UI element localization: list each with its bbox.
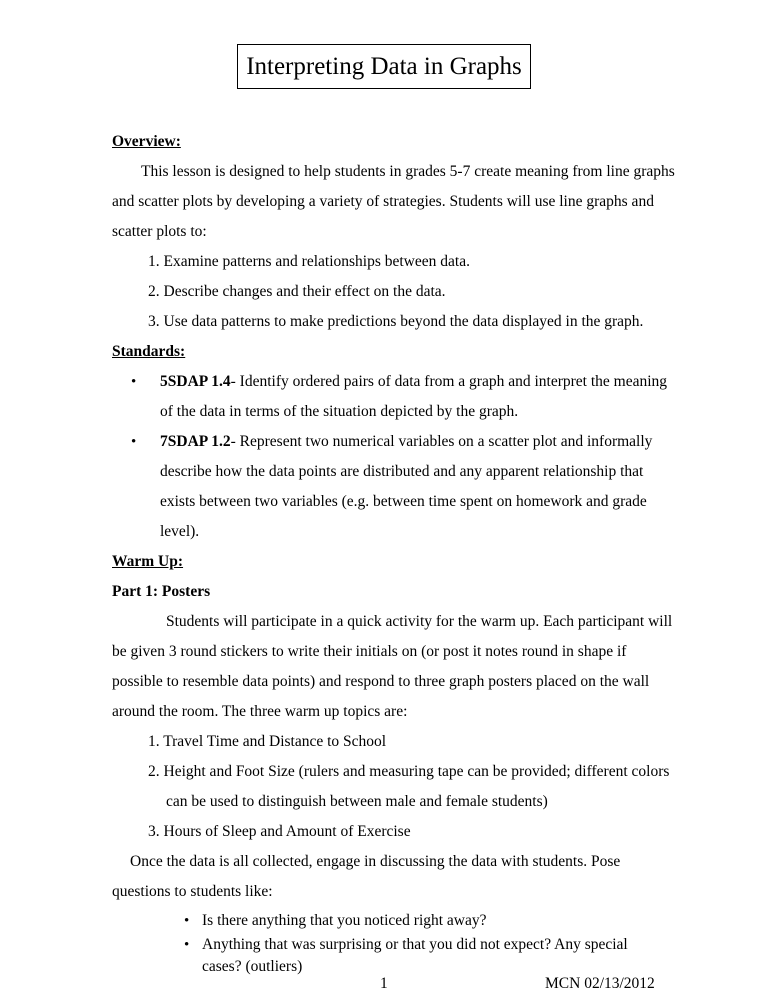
overview-item-1: 1. Examine patterns and relationships between data. [148, 253, 470, 270]
document-title: Interpreting Data in Graphs [237, 44, 531, 89]
warmup-item-2: 2. Height and Foot Size (rulers and measuring tape can be provided; different colors [148, 763, 670, 780]
question-2-cont: cases? (outliers) [202, 958, 303, 975]
bullet-icon: • [184, 937, 190, 953]
standard-2-line-4: level). [160, 523, 200, 540]
overview-item-2: 2. Describe changes and their effect on the data. [148, 283, 446, 300]
question-2: Anything that was surprising or that you did not expect? Any special [202, 936, 628, 953]
standard-2-line-3: exists between two variables (e.g. between time spent on homework and grade [160, 493, 647, 510]
warmup-line-4: around the room. The three warm up topics are: [112, 703, 408, 720]
standard-2-code: 7SDAP 1.2 [160, 433, 231, 450]
warmup-line-3: possible to resemble data points) and respond to three graph posters placed on the wall [112, 673, 650, 690]
warmup-item-3: 3. Hours of Sleep and Amount of Exercise [148, 823, 411, 840]
overview-item-3: 3. Use data patterns to make predictions beyond the data displayed in the graph. [148, 313, 644, 330]
overview-line-1: This lesson is designed to help students in grades 5-7 create meaning from line graphs [141, 163, 675, 180]
overview-heading: Overview: [112, 133, 181, 150]
standard-2-line-1 [160, 433, 652, 451]
bullet-icon: • [184, 913, 190, 929]
standard-1-line-2: of the data in terms of the situation depicted by the graph. [160, 403, 519, 420]
warmup-after-1: Once the data is all collected, engage in discussing the data with students. Pose [130, 853, 621, 870]
standard-1-text: - Identify ordered pairs of data from a graph and interpret the meaning [230, 373, 668, 390]
warmup-part-heading: Part 1: Posters [112, 583, 211, 600]
page-number: 1 [380, 975, 388, 992]
bullet-icon: • [131, 374, 137, 390]
overview-line-3: scatter plots to: [112, 223, 207, 240]
warmup-item-1: 1. Travel Time and Distance to School [148, 733, 387, 750]
standards-heading: Standards: [112, 343, 186, 360]
warmup-item-2-cont: can be used to distinguish between male and female students) [166, 793, 548, 810]
standard-1-code: 5SDAP 1.4 [160, 373, 231, 390]
overview-line-2: and scatter plots by developing a variety of strategies. Students will use line graphs and [112, 193, 654, 210]
warmup-after-2: questions to students like: [112, 883, 273, 900]
standard-2-line-2: describe how the data points are distributed and any apparent relationship that [160, 463, 644, 480]
document-code: MCN 02/13/2012 [545, 975, 655, 992]
bullet-icon: • [131, 434, 137, 450]
question-1: Is there anything that you noticed right away? [202, 912, 487, 929]
standard-1-line-1 [160, 373, 667, 391]
warmup-line-1: Students will participate in a quick activity for the warm up. Each participant will [166, 613, 673, 630]
warmup-line-2: be given 3 round stickers to write their initials on (or post it notes round in shape if [112, 643, 627, 660]
warmup-heading: Warm Up: [112, 553, 184, 570]
standard-2-text: - Represent two numerical variables on a scatter plot and informally [230, 433, 653, 450]
